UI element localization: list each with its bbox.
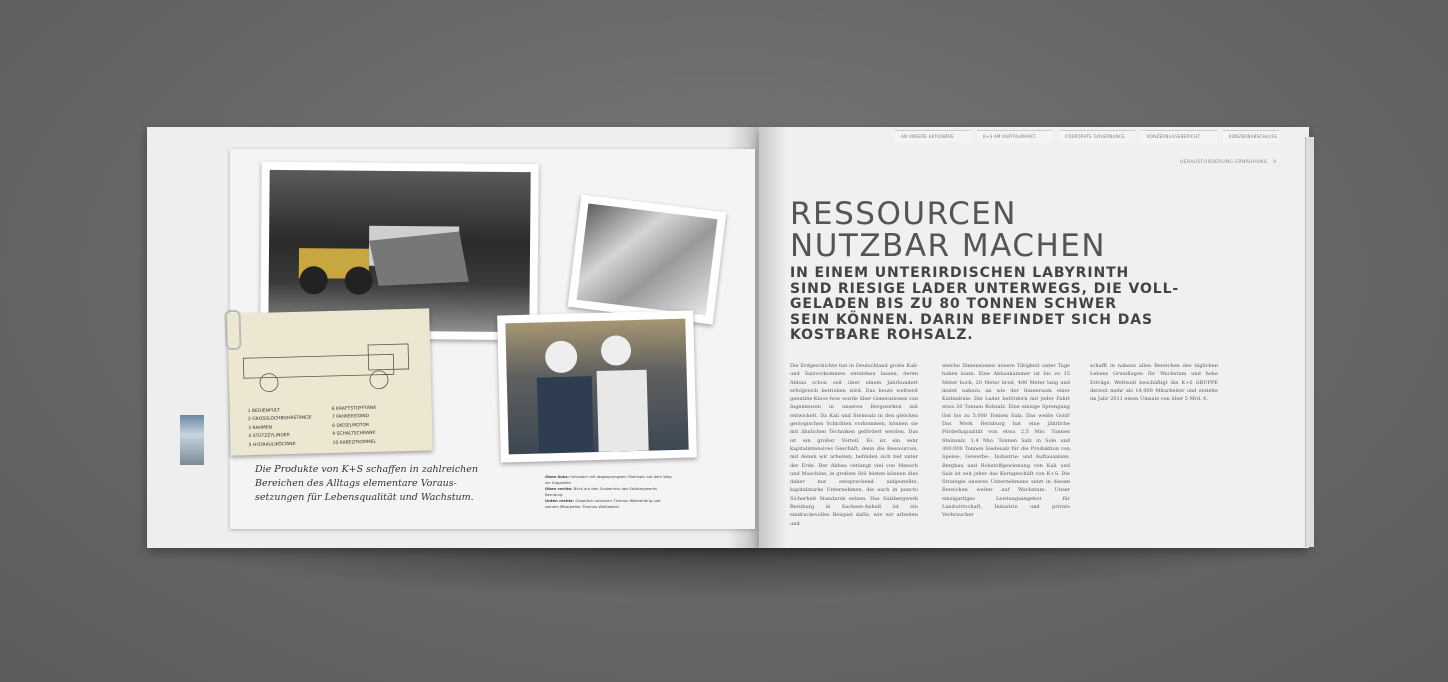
legend-item: 3 RAHMEN bbox=[248, 425, 273, 431]
headline-line: RESSOURCEN bbox=[790, 196, 1017, 232]
quote-line: Bereichen des Alltags elementare Voraus- bbox=[255, 478, 457, 489]
quote-line: Die Produkte von K+S schaffen in zahlreichen bbox=[255, 464, 479, 475]
book-shadow bbox=[150, 540, 1310, 600]
loader-diagram-card bbox=[227, 308, 433, 455]
caption-text: Gespräch zwischen Thomas Weitzerding und seinem Mitarbeiter Thomas Weißweiler bbox=[545, 498, 661, 509]
landscape-photo-strip bbox=[180, 415, 204, 465]
running-header bbox=[1180, 160, 1277, 165]
quote-line: setzungen für Lebensqualität und Wachstum. bbox=[255, 492, 474, 503]
caption-text: Fahrlader mit abgesprengtem Steinsalz auf dem Weg zur Kippstelle bbox=[545, 474, 672, 485]
legend-item: 9 SCHALTSCHRANK bbox=[332, 431, 376, 438]
section-title: HERAUSFORDERUNG ERNÄHRUNG bbox=[1180, 160, 1268, 165]
legend-item: 6 KRAFTSTOFFTANK bbox=[331, 405, 377, 412]
tab-abschluss: KONZERNABSCHLUSS bbox=[1223, 130, 1279, 143]
legend-item: 4 STÜTZZYLINDER bbox=[248, 433, 290, 440]
legend-item: 7 FAHRERSTAND bbox=[331, 414, 370, 421]
caption-label: Unten rechts: bbox=[545, 498, 575, 503]
photo-caption bbox=[545, 474, 675, 510]
paper-clip-icon bbox=[224, 310, 241, 350]
tab-governance: CORPORATE GOVERNANCE bbox=[1059, 130, 1135, 143]
register-tabs bbox=[745, 130, 1278, 142]
caption-label: Oben rechts: bbox=[545, 486, 573, 491]
photo-mine-map bbox=[568, 195, 727, 325]
miners-illustration bbox=[505, 319, 688, 455]
subheadline bbox=[790, 266, 1179, 344]
body-column-2: welche Dimensionen unsere Tätigkeit unter Tage haben kann. Eine Abbaukammer ist bis zu 15 Meter hoch, 20 Meter breit, 400 Meter lang und mutet nahezu an wie der Innenraum einer Kathedrale. Die Lader befördern mit jeder Fahrt etwa 20 Tonnen Rohsalz. Eine einzige Sprengung löst bis zu 5.000 Tonnen Salz. Das weiße Gold! Das Werk Bernburg hat eine jährliche Förderkapazität von etwa 2,5 Mio. Tonnen Steinsalz, 1,4 Mio. Tonnen Salz in Sole und 300.000 Tonnen Siedesalz für die Produktion von Speise-, Gewerbe-, Industrie- und Auftausalzen. Bergbau und Rohstoffgewinnung von Kali und Salz ist seit jeher das Kerngeschäft von K+S. Die Strategie unseres Unternehmens setzt in diesen Bereichen weiter auf Wachstum. Unser einzigartiges Leistungsangebot für Landwirtschaft, Industrie und private Verbraucher bbox=[942, 363, 1070, 519]
subhead-line: KOSTBARE ROHSALZ. bbox=[790, 327, 974, 343]
diagram-legend bbox=[248, 403, 429, 450]
caption-label: Oben links: bbox=[545, 474, 570, 479]
legend-item: 1 BEDIENPULT bbox=[247, 408, 280, 415]
legend-item: 8 DIESELMOTOR bbox=[332, 422, 370, 429]
subhead-line: IN EINEM UNTERIRDISCHEN LABYRINTH bbox=[790, 265, 1130, 281]
handwritten-quote bbox=[255, 463, 515, 505]
legend-item: 5 HYDRAULIKÖLTANK bbox=[248, 441, 296, 448]
subhead-line: SIND RIESIGE LADER UNTERWEGS, DIE VOLL- bbox=[790, 280, 1180, 297]
page-stack bbox=[1305, 137, 1314, 547]
photo-miners bbox=[497, 310, 697, 462]
headline-line: NUTZBAR MACHEN bbox=[790, 228, 1107, 264]
loader-illustration bbox=[268, 170, 530, 332]
headline bbox=[790, 198, 1106, 262]
tab-aktionaere: AN UNSERE AKTIONÄRE bbox=[895, 130, 971, 143]
body-column-3: schafft in nahezu allen Bereichen des täglichen Lebens Grundlagen für Wachstum und hohe Erträge. Weltweit beschäftigt die K+S GRUPPE derzeit mehr als 14.000 Mitarbeiter und erzielte im Jahr 2011 einen Umsatz von über 5 Mrd. €. bbox=[1090, 363, 1218, 403]
subhead-line: SEIN KÖNNEN. DARIN BEFINDET SICH DAS bbox=[790, 311, 1153, 328]
tab-lagebericht: KONZERNLAGEBERICHT bbox=[1141, 130, 1217, 143]
body-column-1: Die Erdgeschichte hat in Deutschland große Kali- und Salzvorkommen entstehen lassen, deren Abbau schon seit über einem Jahrhundert erfolgreich betrieben wird. Das heute weltweit genutzte Know-how wurde über Generationen von Ingenieuren in unseren Bergwerken mit entwickelt. Da Kali und Steinsalz in den gleichen geologischen Schichten vorkommen, können sie mit ähnlichen Techniken gefördert werden. Das ist ein großer Vorteil. Es ist ein sehr kapitalintensives Geschäft, denn die Ressourcen, mit denen wir arbeiten, befinden sich tief unter der Erde. Der Abbau verlangt viel von Mensch und Maschine; in großem Stil leisten können dies daher nur entsprechend aufgestellte, kapitalstarke Unternehmen, die auch in puncto Sicherheit Standards setzen. Das Salzbergwerk Bernburg in Sachsen-Anhalt ist ein eindrucksvolles Beispiel dafür, wie wir arbeiten und bbox=[790, 363, 919, 527]
legend-item: 10 KABELTROMMEL bbox=[332, 439, 377, 446]
legend-item: 2 GROSSLOCHBOHRSTANGE bbox=[247, 415, 312, 423]
caption-text: Blick auf den Grubenriss des Salzbergwerks Bernburg bbox=[545, 486, 657, 497]
subhead-line: GELADEN BIS ZU 80 TONNEN SCHWER bbox=[790, 296, 1117, 312]
tab-kapitalmarkt: K+S AM KAPITALMARKT bbox=[977, 130, 1053, 143]
page-number: 9 bbox=[1273, 160, 1277, 165]
